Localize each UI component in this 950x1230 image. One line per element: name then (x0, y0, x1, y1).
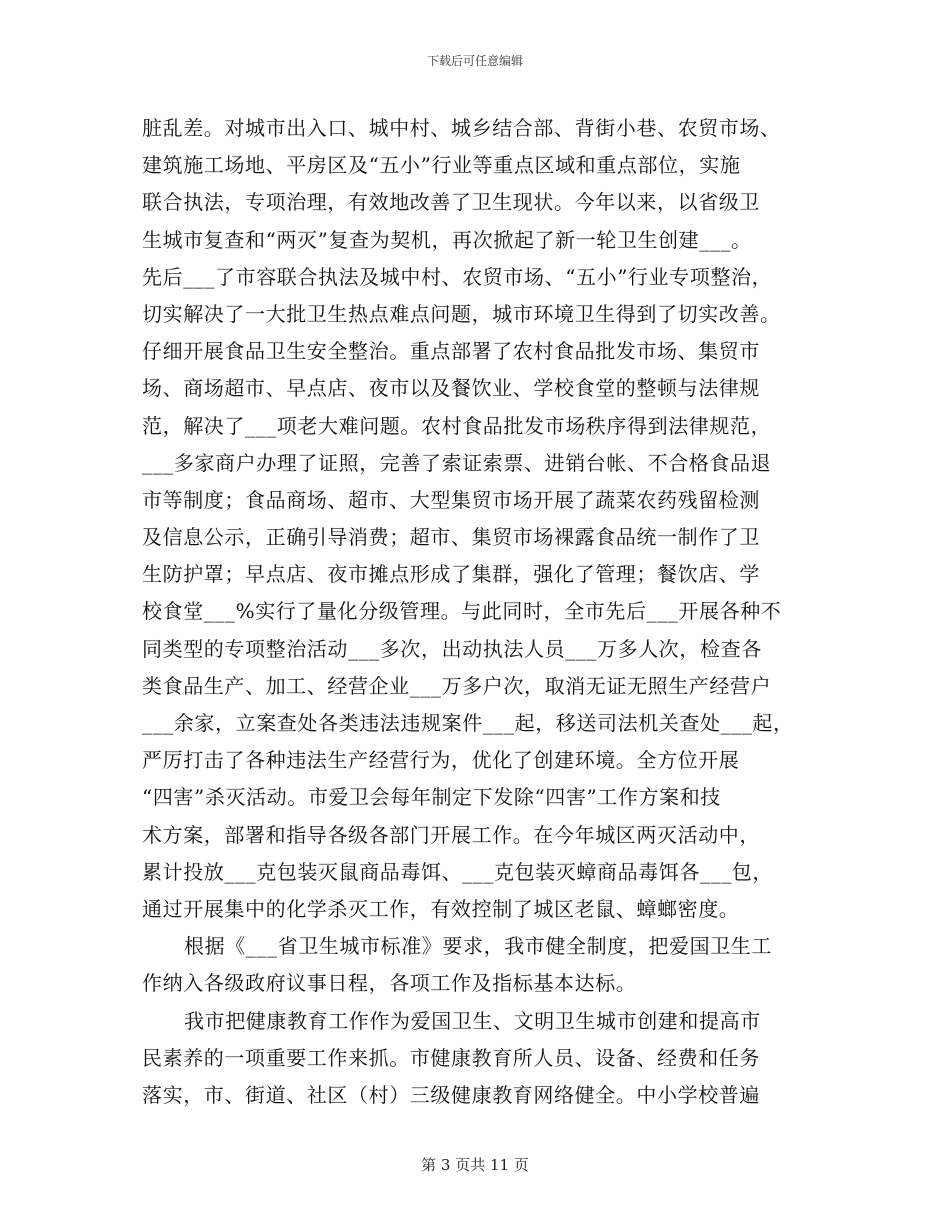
page-footer: 第 3 页共 11 页 (421, 1156, 529, 1174)
text-line: 生城市复查和“两灭”复查为契机，再次掀起了新一轮卫生创建___。 (142, 227, 752, 252)
text-line: 严厉打击了各种违法生产经营行为，优化了创建环境。全方位开展 (142, 748, 740, 773)
text-line: 术方案，部署和指导各级各部门开展工作。在今年城区两灭活动中， (142, 822, 760, 847)
text-line: ___多家商户办理了证照，完善了索证索票、进销台帐、不合格食品退 (142, 450, 772, 475)
text-line: 民素养的一项重要工作来抓。市健康教育所人员、设备、经费和任务 (142, 1045, 760, 1070)
text-line: 生防护罩；早点店、夜市摊点形成了集群，强化了管理；餐饮店、学 (142, 562, 760, 587)
text-line: 切实解决了一大批卫生热点难点问题，城市环境卫生得到了切实改善。 (142, 301, 781, 326)
text-line: 同类型的专项整治活动___多次，出动执法人员___万多人次，检查各 (142, 636, 762, 661)
text-line: 累计投放___克包装灭鼠商品毒饵、___克包装灭蟑商品毒饵各___包， (142, 859, 773, 884)
text-line: 类食品生产、加工、经营企业___万多户次，取消无证无照生产经营户 (142, 673, 772, 698)
text-line: 场、商场超市、早点店、夜市以及餐饮业、学校食堂的整顿与法律规 (142, 376, 760, 401)
text-line: 建筑施工场地、平房区及“五小”行业等重点区域和重点部位，实施 (142, 153, 741, 178)
text-line: 作纳入各级政府议事日程，各项工作及指标基本达标。 (142, 971, 637, 996)
text-line: 我市把健康教育工作作为爱国卫生、文明卫生城市创建和提高市 (184, 1008, 761, 1033)
text-line: 范，解决了___项老大难问题。农村食品批发市场秩序得到法律规范， (142, 413, 772, 438)
text-line: 仔细开展食品卫生安全整治。重点部署了农村食品批发市场、集贸市 (142, 339, 760, 364)
document-body (142, 110, 807, 1114)
page-header: 下载后可任意编辑 (426, 54, 523, 68)
text-line: 落实，市、街道、社区（村）三级健康教育网络健全。中小学校普遍 (142, 1082, 760, 1107)
text-line: 联合执法，专项治理，有效地改善了卫生现状。今年以来，以省级卫 (142, 190, 760, 215)
text-line: 脏乱差。对城市出入口、城中村、城乡结合部、背街小巷、农贸市场、 (142, 116, 781, 140)
text-line: 先后___了市容联合执法及城中村、农贸市场、“五小”行业专项整治， (142, 264, 773, 289)
text-line: 及信息公示，正确引导消费；超市、集贸市场裸露食品统一制作了卫 (142, 525, 760, 550)
text-line: “四害”杀灭活动。市爱卫会每年制定下发除“四害”工作方案和技 (142, 785, 721, 810)
text-line: 根据《___省卫生城市标准》要求，我市健全制度，把爱国卫生工 (184, 934, 772, 959)
text-line: 通过开展集中的化学杀灭工作，有效控制了城区老鼠、蟑螂密度。 (142, 896, 740, 921)
text-line: ___余家，立案查处各类违法违规案件___起，移送司法机关查处___起， (142, 711, 794, 735)
text-line: 校食堂___%实行了量化分级管理。与此同时，全市先后___开展各种不 (142, 599, 782, 624)
text-line: 市等制度；食品商场、超市、大型集贸市场开展了蔬菜农药残留检测 (142, 487, 760, 512)
